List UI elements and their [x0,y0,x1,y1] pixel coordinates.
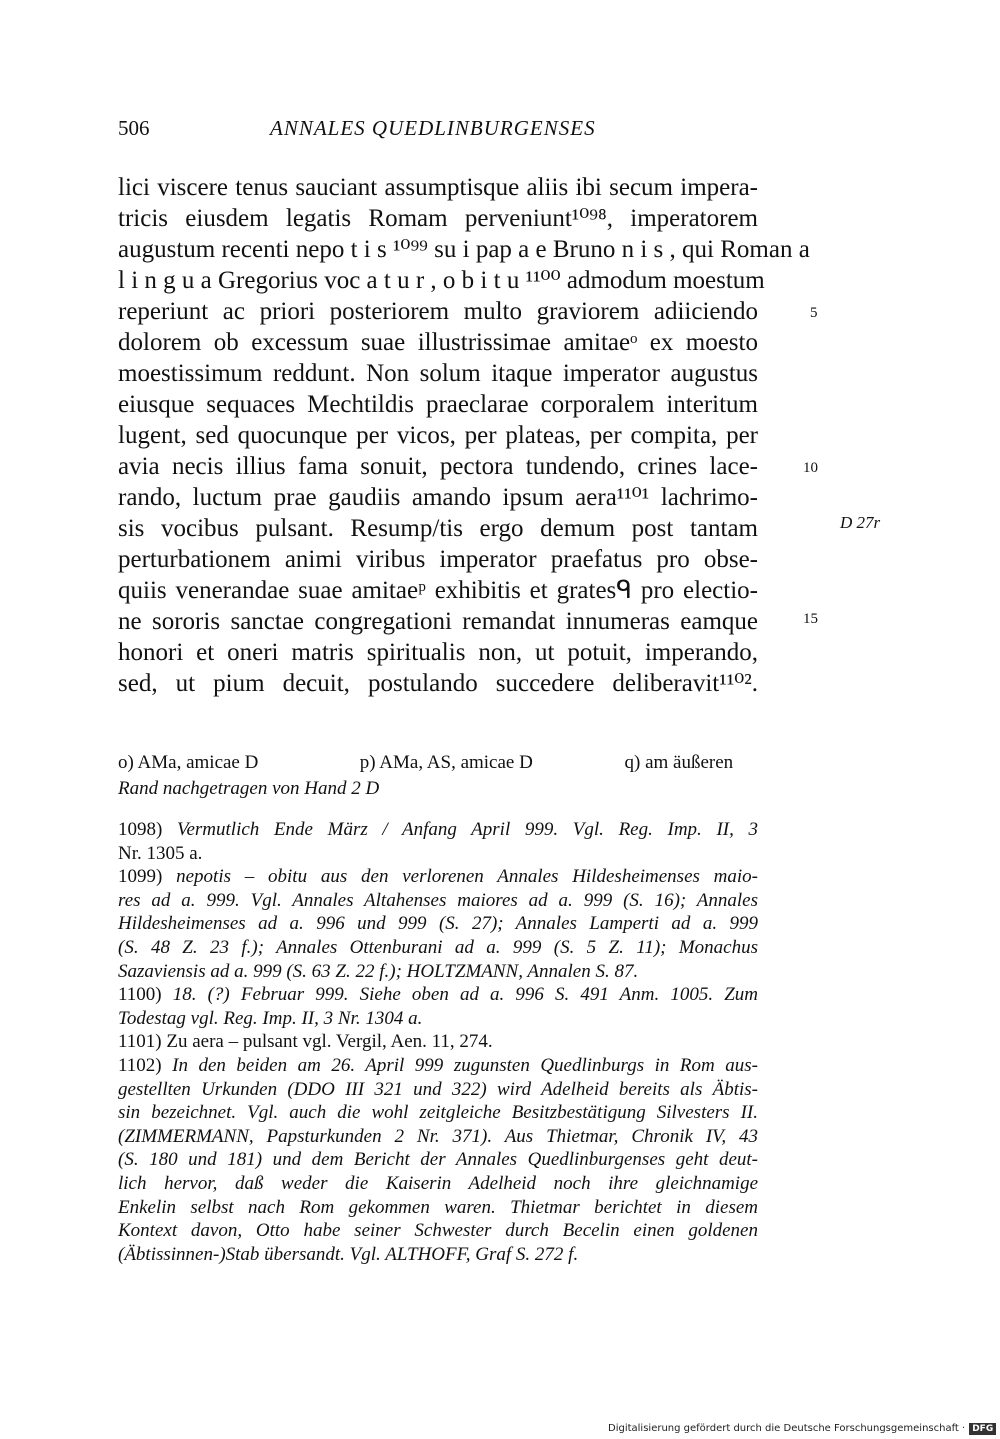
text-line: reperiunt ac priori posteriorem multo graviorem adiiciendo [118,298,758,325]
apparatus-entry-p: p) AMa, AS, amicae D [359,752,533,773]
text-line: moestissimum reddunt. Non solum itaque imperator augustus [118,360,758,387]
apparatus-line: Rand nachgetragen von Hand 2 D [118,778,380,799]
footnote-line: lich hervor, daß weder die Kaiserin Adelheid noch ihre gleichnamige [118,1172,758,1194]
footnote-line: gestellten Urkunden (DDO III 321 und 322) wird Adelheid bereits als Äbtis- [118,1078,758,1100]
main-text [118,172,810,699]
footnote-line: (ZIMMERMANN, Papsturkunden 2 Nr. 371). Aus Thietmar, Chronik IV, 43 [118,1125,758,1147]
text-line: rando, luctum prae gaudiis amando ipsum aera¹¹⁰¹ lachrimo- [118,484,758,511]
line-number: 5 [810,305,818,321]
margin-note: D 27r [840,513,881,532]
footnotes [118,818,758,1266]
text-line: avia necis illius fama sonuit, pectora tundendo, crines lace- [118,453,758,480]
footnote-line: Todestag vgl. Reg. Imp. II, 3 Nr. 1304 a. [118,1007,423,1029]
text-line: augustum recenti nepo t i s ¹⁰⁹⁹ su i pap a e Bruno n i s , qui Roman a [118,236,810,263]
footnote-line: sin bezeichnet. Vgl. auch die wohl zeitgleiche Besitzbestätigung Silvesters II. [118,1102,758,1124]
footnote-line: 1102) In den beiden am 26. April 999 zugunsten Quedlinburgs in Rom aus- [118,1054,758,1076]
apparatus-entry-o: o) AMa, amicae D [118,752,259,773]
text-line: dolorem ob excessum suae illustrissimae amitaeᵒ ex moesto [118,329,758,356]
footnote-line: (S. 180 und 181) und dem Bericht der Annales Quedlinburgenses geht deut- [118,1149,758,1171]
footnote-line: Enkelin selbst nach Rom gekommen waren. Thietmar berichtet in diesem [118,1196,758,1218]
line-number: 10 [803,460,818,476]
text-line: sis vocibus pulsant. Resump/tis ergo demum post tantam [118,515,758,542]
text-line: quiis venerandae suae amitaeᵖ exhibitis et gratesᑫ pro electio- [118,577,758,604]
line-number: 15 [803,611,818,627]
footnote-line: Nr. 1305 a. [118,842,203,864]
text-line: eiusque sequaces Mechtildis praeclarae corporalem interitum [118,391,758,418]
text-line: tricis eiusdem legatis Romam perveniunt¹⁰⁹⁸, imperatorem [118,205,758,232]
footnote-line: Hildesheimenses ad a. 996 und 999 (S. 27); Annales Lamperti ad a. 999 [118,913,758,935]
credit-text: Digitalisierung gefördert durch die Deutsche Forschungsgemeinschaft · [608,1423,966,1434]
footnote-line: (S. 48 Z. 23 f.); Annales Ottenburani ad a. 999 (S. 5 Z. 11); Monachus [118,936,758,958]
dfg-logo: DFG [969,1423,996,1435]
footnote-line: Kontext davon, Otto habe seiner Schwester durch Becelin einen goldenen [118,1220,758,1242]
text-line: lici viscere tenus sauciant assumptisque aliis ibi secum impera- [118,174,758,201]
apparatus-entry-q: q) am äußeren [624,752,734,773]
footnote-line: 1101) Zu aera – pulsant vgl. Vergil, Aen. 11, 274. [118,1031,493,1053]
text-line: sed, ut pium decuit, postulando succedere deliberavit¹¹⁰². [118,670,758,697]
running-title: ANNALES QUEDLINBURGENSES [270,116,596,140]
text-line: perturbationem animi viribus imperator praefatus pro obse- [118,546,758,573]
footnote-line: 1098) Vermutlich Ende März / Anfang April 999. Vgl. Reg. Imp. II, 3 [118,819,759,840]
text-line: honori et oneri matris spiritualis non, ut potuit, imperando, [118,639,758,666]
footnote-line: res ad a. 999. Vgl. Annales Altahenses maiores ad a. 999 (S. 16); Annales [118,889,758,911]
apparatus-line [118,750,758,776]
digitization-credit [608,1423,996,1435]
critical-apparatus [118,750,758,802]
text-line: ne sororis sanctae congregationi remandat innumeras eamque [118,608,758,635]
page-header [118,114,758,146]
footnote-line: Sazaviensis ad a. 999 (S. 63 Z. 22 f.); HOLTZMANN, Annalen S. 87. [118,960,639,982]
text-line: lugent, sed quocunque per vicos, per plateas, per compita, per [118,422,758,449]
footnote-line: 1099) nepotis – obitu aus den verlorenen Annales Hildesheimenses maio- [118,866,759,888]
page-number: 506 [118,116,150,140]
footnote-line: (Äbtissinnen-)Stab übersandt. Vgl. ALTHOFF, Graf S. 272 f. [118,1243,579,1265]
text-line: l i n g u a Gregorius voc a t u r , o b i t u ¹¹⁰⁰ admodum moestum [118,267,765,294]
footnote-line: 1100) 18. (?) Februar 999. Siehe oben ad a. 996 S. 491 Anm. 1005. Zum [118,984,758,1006]
